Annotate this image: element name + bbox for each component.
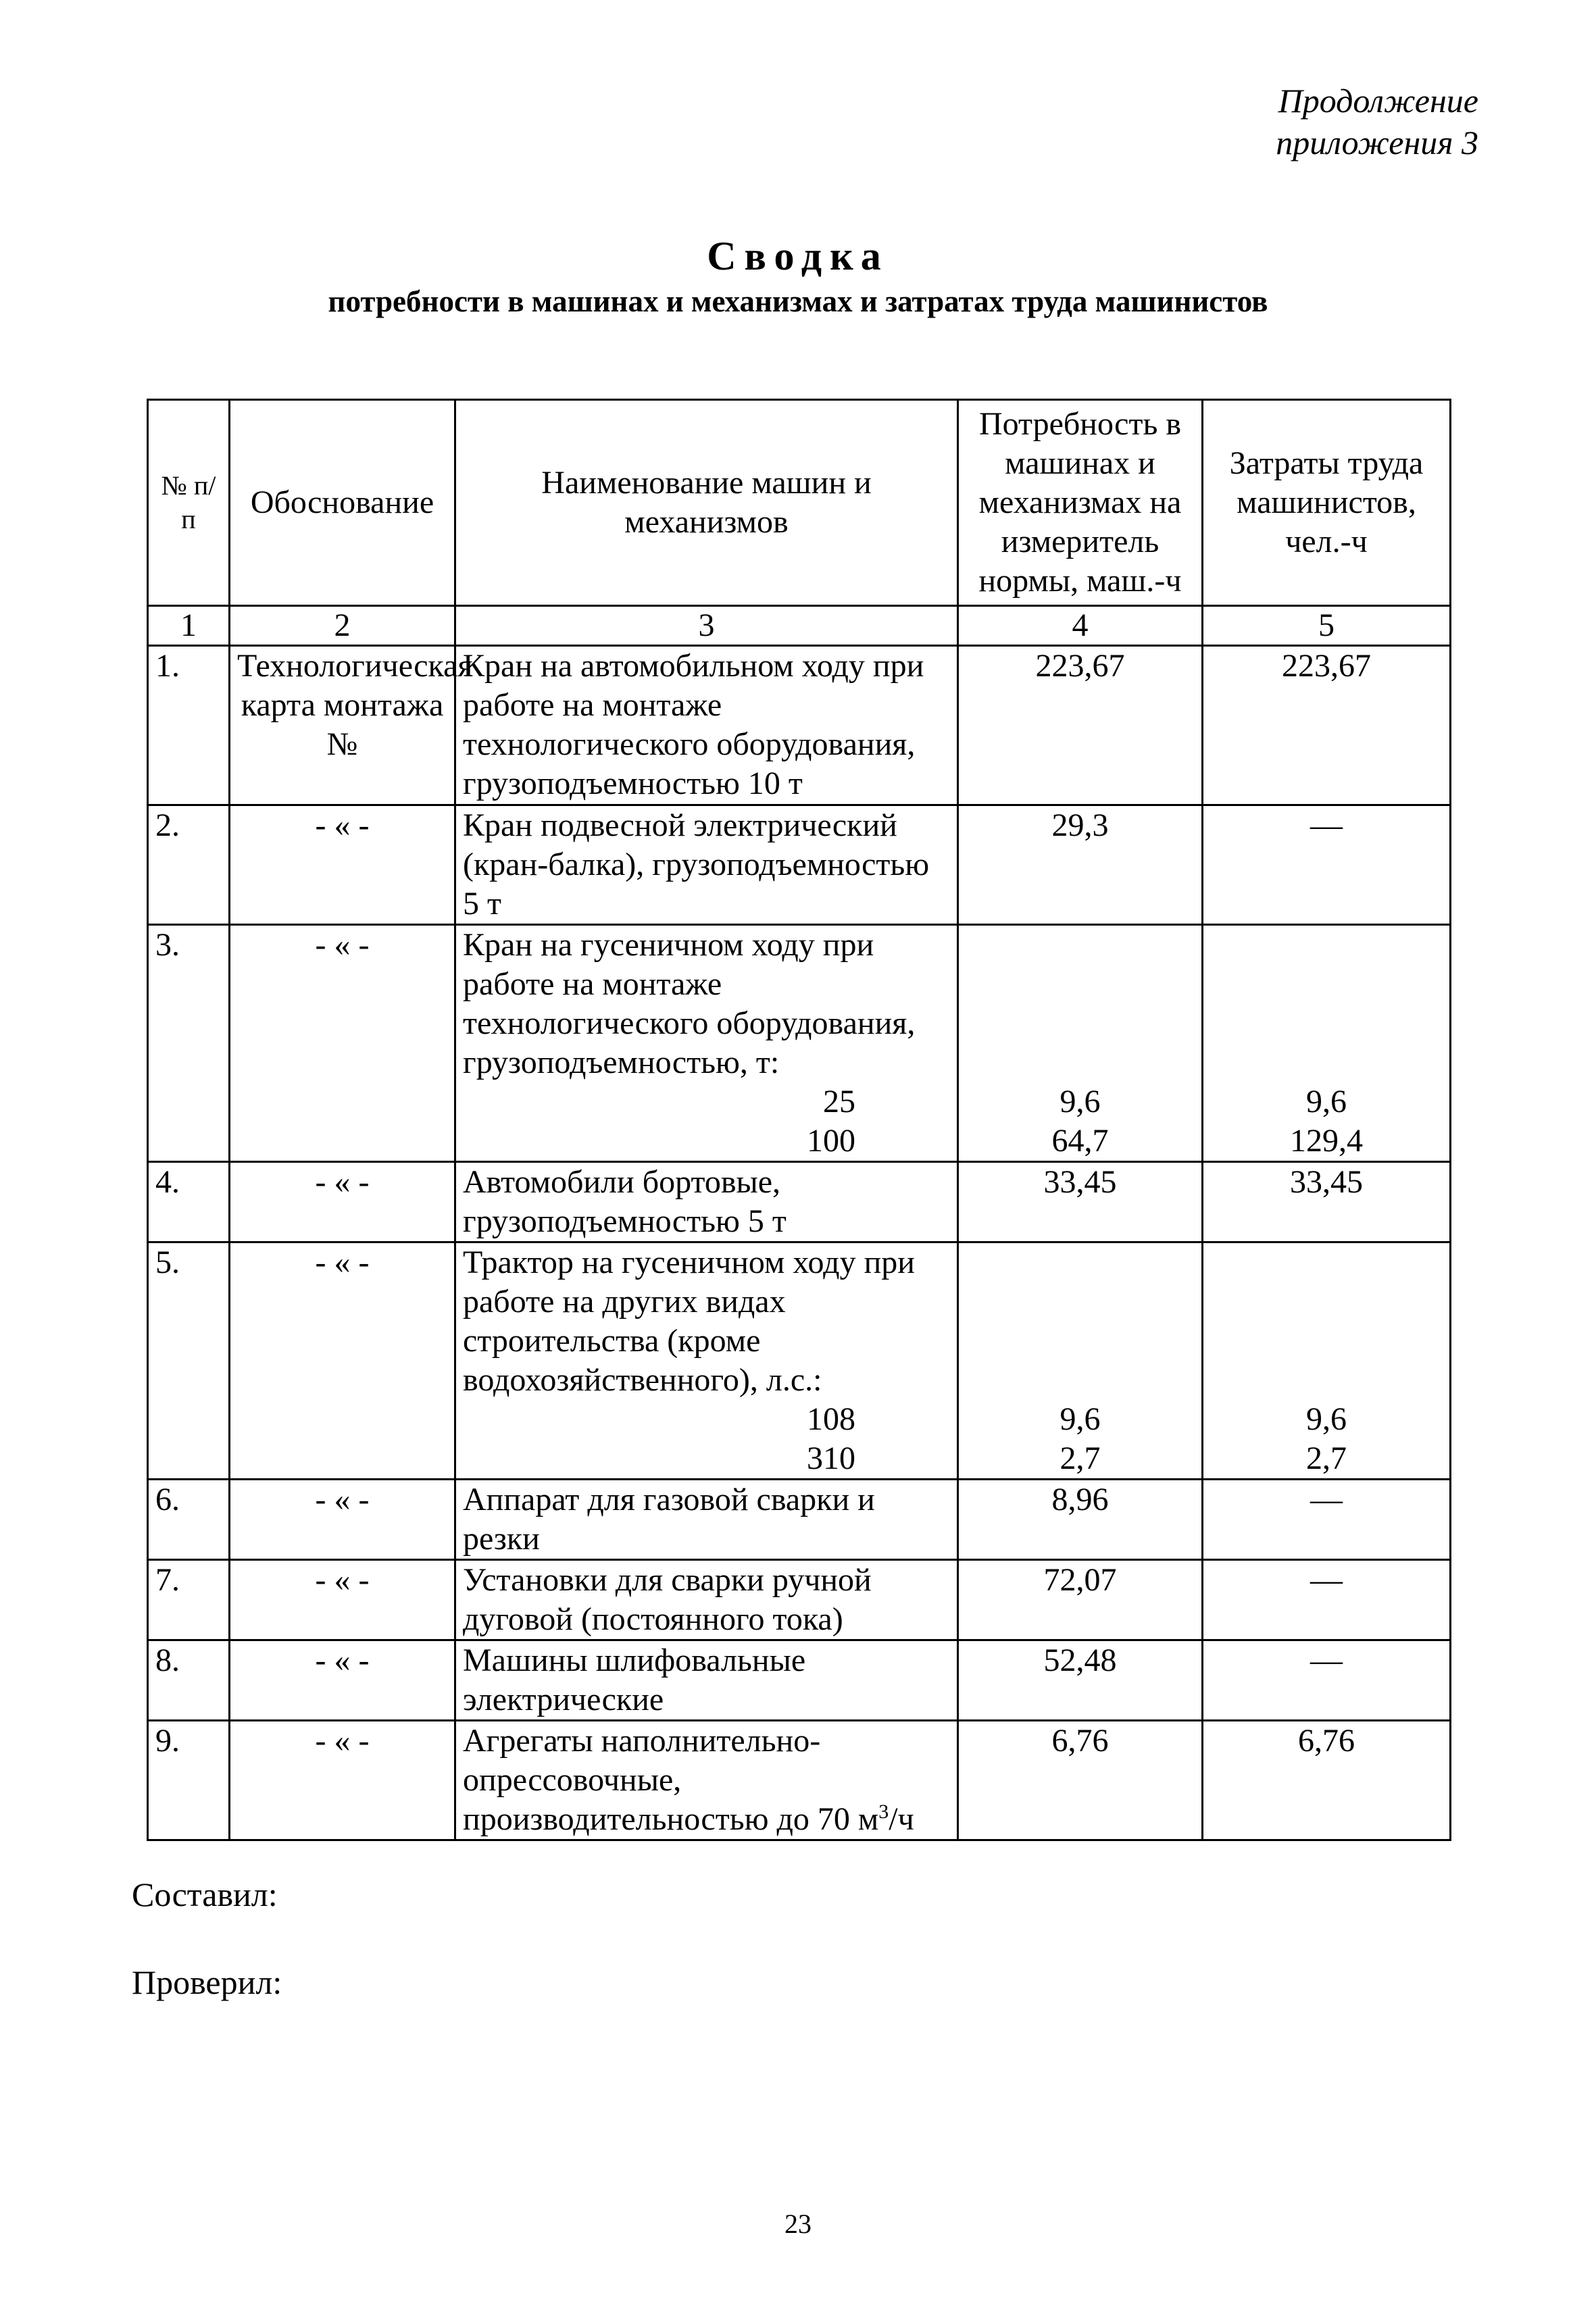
row-basis: - « - xyxy=(230,1242,455,1480)
sub-label: 108 xyxy=(807,1401,855,1437)
sub-need: 2,7 xyxy=(1059,1440,1101,1476)
header-basis: Обоснование xyxy=(230,400,455,606)
superscript: 3 xyxy=(878,1801,889,1823)
row-num: 1. xyxy=(148,646,230,805)
continuation-note xyxy=(1276,80,1478,164)
document-subtitle: потребности в машинах и механизмах и затратах труда машинистов xyxy=(328,284,1268,318)
row-need: 6,76 xyxy=(958,1721,1203,1840)
sub-label: 310 xyxy=(807,1440,855,1476)
document-title: Сводка xyxy=(707,234,889,278)
sub-label: 25 xyxy=(823,1084,855,1120)
row-num: 3. xyxy=(148,925,230,1162)
row-name-tail: /ч xyxy=(889,1801,914,1837)
row-name xyxy=(455,925,958,1162)
sub-labor: 9,6 xyxy=(1306,1401,1347,1437)
row-num: 6. xyxy=(148,1480,230,1560)
row-name: Аппарат для газовой сварки и резки xyxy=(455,1480,958,1560)
row-need: 72,07 xyxy=(958,1560,1203,1640)
row-name: Кран на автомобильном ходу при работе на монтаже технологического оборудования, грузоподъемностью 10 т xyxy=(455,646,958,805)
column-number-row xyxy=(148,606,1451,646)
row-basis: - « - xyxy=(230,1560,455,1640)
page-number: 23 xyxy=(784,2209,812,2239)
sub-need: 9,6 xyxy=(1059,1401,1101,1437)
sub-labor: 129,4 xyxy=(1290,1123,1363,1159)
continuation-line-2: приложения 3 xyxy=(1276,124,1478,161)
row-basis: - « - xyxy=(230,1162,455,1242)
row-need: 223,67 xyxy=(958,646,1203,805)
row-basis: - « - xyxy=(230,925,455,1162)
row-name-text: Трактор на гусеничном ходу при работе на других видах строительства (кроме водохозяйственного), л.с.: xyxy=(463,1244,915,1398)
table-row xyxy=(148,925,1451,1162)
row-basis: - « - xyxy=(230,1721,455,1840)
table-row xyxy=(148,1162,1451,1242)
row-need: 29,3 xyxy=(958,805,1203,925)
sub-need: 9,6 xyxy=(1059,1084,1101,1120)
row-name: Кран подвесной электрический (кран-балка), грузоподъемностью 5 т xyxy=(455,805,958,925)
continuation-line-1: Продолжение xyxy=(1278,82,1478,120)
column-number: 4 xyxy=(958,606,1203,646)
row-basis: - « - xyxy=(230,805,455,925)
checked-by-label: Проверил: xyxy=(132,1963,282,2001)
row-need: 8,96 xyxy=(958,1480,1203,1560)
column-number: 5 xyxy=(1203,606,1451,646)
row-labor xyxy=(1203,1242,1451,1480)
row-labor: 6,76 xyxy=(1203,1721,1451,1840)
row-basis: Технологическая карта монтажа № xyxy=(230,646,455,805)
table-row xyxy=(148,646,1451,805)
row-labor: — xyxy=(1203,1560,1451,1640)
table-row xyxy=(148,1242,1451,1480)
row-labor: 33,45 xyxy=(1203,1162,1451,1242)
row-num: 5. xyxy=(148,1242,230,1480)
column-number: 2 xyxy=(230,606,455,646)
row-num: 7. xyxy=(148,1560,230,1640)
row-need: 52,48 xyxy=(958,1640,1203,1721)
row-name: Автомобили бортовые, грузоподъемностью 5 т xyxy=(455,1162,958,1242)
table-row xyxy=(148,1480,1451,1560)
row-labor: 223,67 xyxy=(1203,646,1451,805)
column-number: 1 xyxy=(148,606,230,646)
row-labor: — xyxy=(1203,805,1451,925)
row-num: 8. xyxy=(148,1640,230,1721)
table-row xyxy=(148,1560,1451,1640)
row-labor: — xyxy=(1203,1640,1451,1721)
header-name: Наименование машин и механизмов xyxy=(455,400,958,606)
sub-labor: 2,7 xyxy=(1306,1440,1347,1476)
table-row xyxy=(148,805,1451,925)
row-num: 2. xyxy=(148,805,230,925)
sub-labor: 9,6 xyxy=(1306,1084,1347,1120)
row-need xyxy=(958,925,1203,1162)
table-body xyxy=(148,606,1451,1840)
header-labor: Затраты труда машинистов, чел.-ч xyxy=(1203,400,1451,606)
header-num: № п/п xyxy=(148,400,230,606)
header-need: Потребность в машинах и механизмах на измеритель нормы, маш.-ч xyxy=(958,400,1203,606)
table-row xyxy=(148,1640,1451,1721)
column-number: 3 xyxy=(455,606,958,646)
row-basis: - « - xyxy=(230,1480,455,1560)
row-labor xyxy=(1203,925,1451,1162)
row-need: 33,45 xyxy=(958,1162,1203,1242)
table-header-row xyxy=(148,400,1451,606)
row-labor: — xyxy=(1203,1480,1451,1560)
row-basis: - « - xyxy=(230,1640,455,1721)
table-row xyxy=(148,1721,1451,1840)
row-name-text: Кран на гусеничном ходу при работе на монтаже технологического оборудования, грузоподъемностью, т: xyxy=(463,927,916,1080)
row-name xyxy=(455,1721,958,1840)
sub-label: 100 xyxy=(807,1123,855,1159)
compiled-by-label: Составил: xyxy=(132,1876,278,1913)
sub-need: 64,7 xyxy=(1051,1123,1109,1159)
row-name: Установки для сварки ручной дуговой (постоянного тока) xyxy=(455,1560,958,1640)
row-name xyxy=(455,1242,958,1480)
row-need xyxy=(958,1242,1203,1480)
row-num: 9. xyxy=(148,1721,230,1840)
row-name: Машины шлифовальные электрические xyxy=(455,1640,958,1721)
row-name-text: Агрегаты наполнительно-опрессовочные, производительностью до 70 м xyxy=(463,1723,879,1837)
row-num: 4. xyxy=(148,1162,230,1242)
summary-table xyxy=(147,399,1451,1841)
